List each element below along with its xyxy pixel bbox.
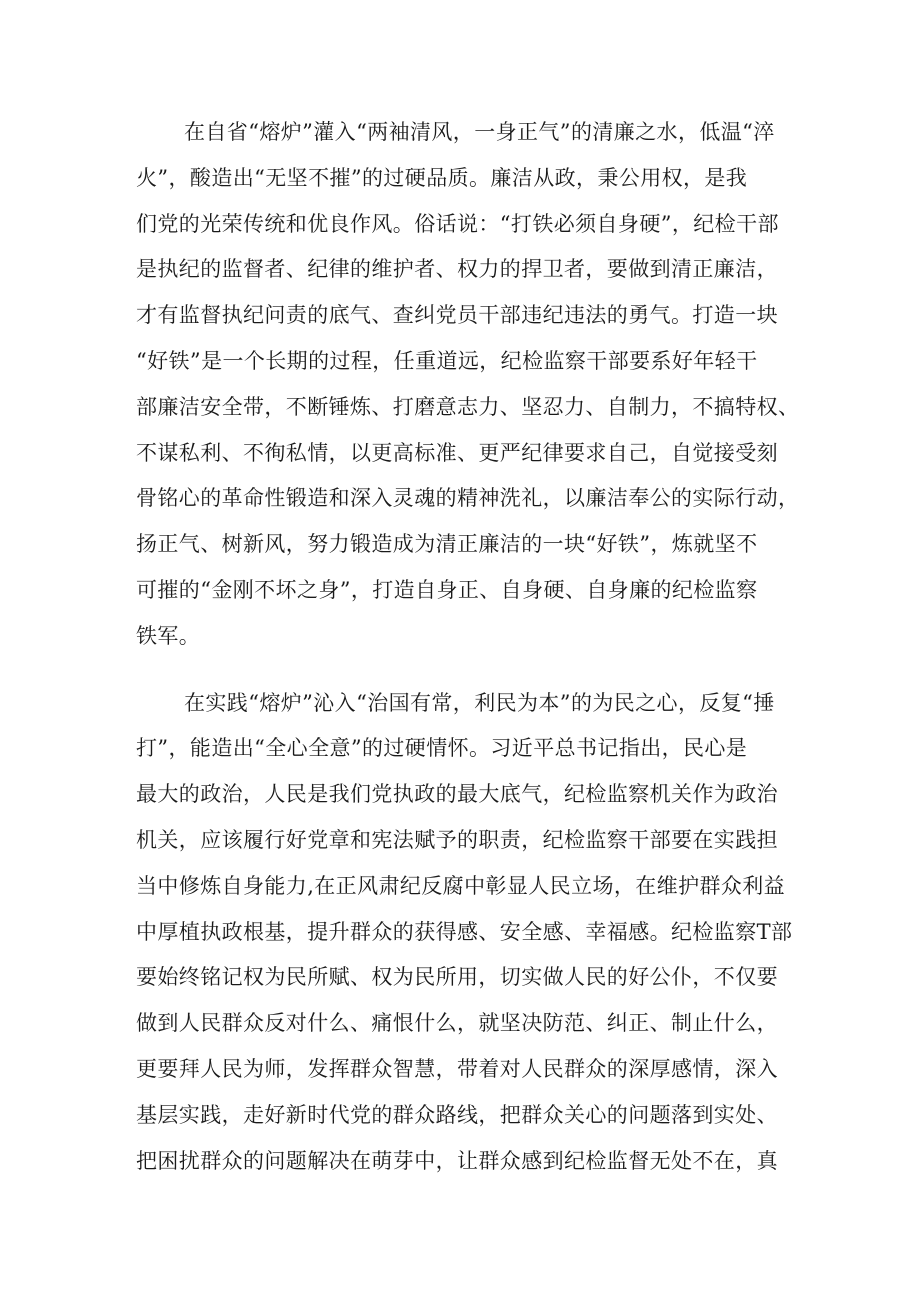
text-line: 打”，能造出“全心全意”的过硬情怀。习近平总书记指出，民心是 xyxy=(136,736,748,761)
paragraph-2 xyxy=(136,683,796,1187)
text-line: 们党的光荣传统和优良作风。俗话说：“打铁必须自身硬”，纪检干部 xyxy=(136,211,779,236)
text-line: 可摧的“金刚不坏之身”，打造自身正、自身硬、自身廉的纪检监察 xyxy=(136,577,758,602)
text-line: 在自省“熔炉”灌入“两袖清风，一身正气”的清廉之水，低温“淬 xyxy=(184,120,775,144)
text-line: 中厚植执政根基，提升群众的获得感、安全感、幸福感。纪检监察T部 xyxy=(136,919,793,944)
paragraph-1 xyxy=(136,112,800,662)
text-line: 当中修炼自身能力,在正风肃纪反腐中彰显人民立场，在维护群众利益 xyxy=(136,873,786,898)
text-line: 扬正气、树新风，努力锻造成为清正廉洁的一块“好铁”，炼就坚不 xyxy=(136,532,758,557)
text-line: 更要拜人民为师，发挥群众智慧，带着对人民群众的深厚感情，深入 xyxy=(136,1056,778,1081)
text-line: 要始终铭记权为民所赋、权为民所用，切实做人民的好公仆，不仅要 xyxy=(136,965,778,990)
text-line: 最大的政治，人民是我们党执政的最大底气，纪检监察机关作为政治 xyxy=(136,782,778,807)
text-line: 做到人民群众反对什么、痛恨什么，就坚决防范、纠正、制止什么， xyxy=(136,1011,778,1036)
text-line: 才有监督执纪问责的底气、查纠党员干部违纪违法的勇气。打造一块 xyxy=(136,303,778,328)
text-line: 铁军。 xyxy=(136,623,201,648)
document-body xyxy=(136,112,800,1186)
text-line: 把困扰群众的问题解决在萌芽中，让群众感到纪检监督无处不在，真 xyxy=(136,1148,778,1173)
paragraph-spacer xyxy=(136,662,796,683)
text-line: 是执纪的监督者、纪律的维护者、权力的捍卫者，要做到清正廉洁， xyxy=(136,257,778,282)
text-line: 部廉洁安全带，不断锤炼、打磨意志力、坚忍力、自制力，不搞特权、 xyxy=(136,394,800,419)
text-line: “好铁”是一个长期的过程，任重道远，纪检监察干部要系好年轻干 xyxy=(136,348,758,373)
text-line: 骨铭心的革命性锻造和深入灵魂的精神洗礼，以廉洁奉公的实际行动， xyxy=(136,486,800,511)
text-line: 在实践“熔炉”沁入“治国有常，利民为本”的为民之心，反复“捶 xyxy=(184,690,775,715)
text-line: 火”，酸造出“无坚不摧”的过硬品质。廉洁从政，秉公用权，是我 xyxy=(136,165,748,190)
text-line: 不谋私利、不徇私情，以更高标准、更严纪律要求自己，自觉接受刻 xyxy=(136,440,778,465)
text-line: 基层实践，走好新时代党的群众路线，把群众关心的问题落到实处、 xyxy=(136,1102,778,1127)
text-line: 机关，应该履行好党章和宪法赋予的职责，纪检监察干部要在实践担 xyxy=(136,827,778,852)
